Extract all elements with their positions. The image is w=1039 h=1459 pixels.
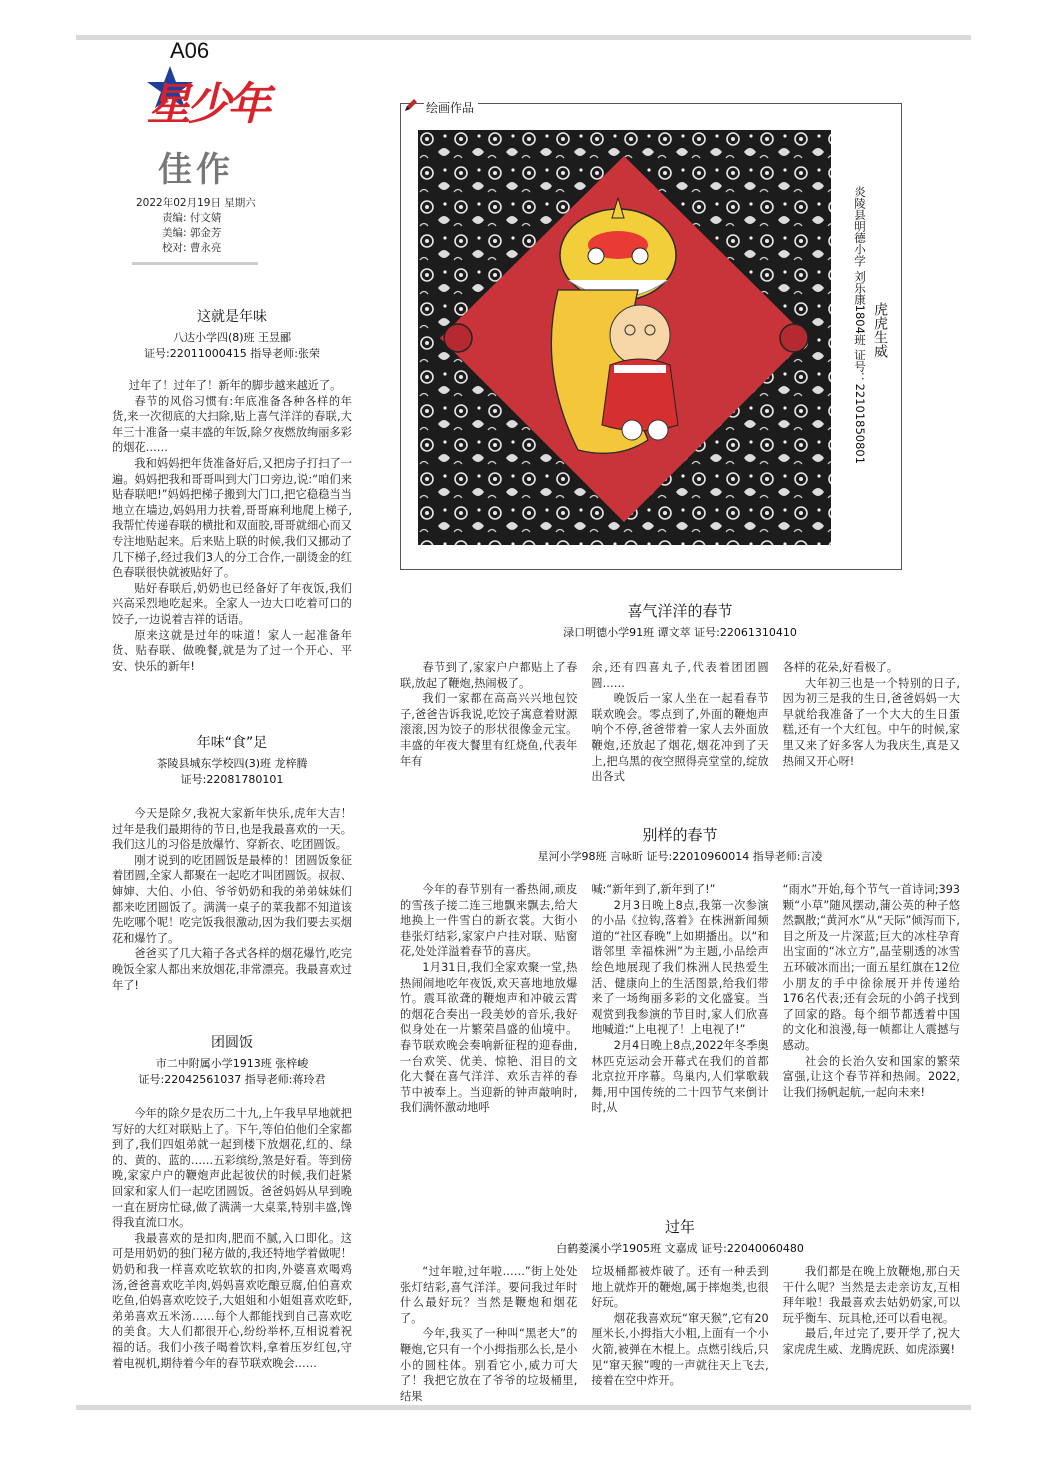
column xyxy=(783,1264,960,1404)
article-title: 这就是年味 xyxy=(197,309,267,325)
article-title: 团圆饭 xyxy=(211,1035,253,1051)
paragraph: 刚才说到的吃团圆饭是最棒的！团圆饭象征着团圆,全家人都聚在一起吃才叫团圆饭。叔叔、婶婶、大伯、小伯、爷爷奶奶和我的弟弟妹妹们都来吃团圆饭了。满满一桌子的菜我都不知道该先吃哪个呢！吃完饭我很激动,因为我们要去买烟花和爆竹了。 xyxy=(112,853,352,945)
article-cert: 证号:22081780101 xyxy=(180,773,284,786)
paragraph: 原来这就是过年的味道！家人一起准备年货、贴春联、做晚餐,就是为了过一个开心、平安、快乐的新年! xyxy=(112,628,352,673)
top-rule xyxy=(76,35,971,40)
article-body xyxy=(112,806,352,993)
artwork-label: 绘画作品 xyxy=(424,99,478,116)
article-festive-spring xyxy=(400,600,960,641)
artwork-title: 虎虎生威 xyxy=(872,302,888,358)
column xyxy=(400,1264,577,1404)
column xyxy=(591,882,768,1116)
paragraph: 贴好春联后,奶奶也已经备好了年夜饭,我们兴高采烈地吃起来。全家人一边大口吃着可口的饺子,一边说着吉祥的话语。 xyxy=(112,581,352,626)
paragraph: 今年的春节别有一番热闹,顽皮的雪孩子接二连三地飘来飘去,给大地换上一件雪白的新衣裳。大街小巷张灯结彩,家家户户挂对联、贴窗花,处处洋溢着春节的喜庆。 xyxy=(400,883,578,959)
column xyxy=(400,882,577,1116)
paragraph: 2月3日晚上8点,我第一次参演的小品《拉钩,落着》在株洲新闻频道的“社区春晚”上如期播出。以“和谐邻里 幸福株洲”为主题,小品绘声绘色地展现了我们株洲人民热爱生活、健康向上的生活图景,给我们带来了一场绚丽多彩的文化盛宴。当观赏到我参演的节目时,家人们欣喜地喊道:“上电视了！上电视了!” xyxy=(591,898,769,1037)
paragraph: “雨水”开始,每个节气一首诗词;393颗“小草”随风摆动,蒲公英的种子悠然飘散;“黄河水”从“天际”倾泻而下,目之所及一片深蓝;巨大的冰柱孕育出宝面的“冰立方”,晶莹剔透的冰雪五环破冰而出;一面五星红旗在12位小朋友的手中徐徐展开并传递给176名代表;还有会玩的小鸽子找到了回家的路。每个细节都透着中国的文化和浪漫,每一帧都让人震撼与感动。 xyxy=(782,883,960,1052)
editor: 责编: 付文婧 xyxy=(162,212,222,224)
article-school: 白鹤菱溪小学1905班 文嘉成 证号:22040060480 xyxy=(556,1242,804,1255)
artwork-byline: 炎陵县明德小学 刘乐康1804班 证号：22101850801 xyxy=(853,186,867,465)
article-5-columns xyxy=(400,882,960,1116)
column xyxy=(783,882,960,1116)
paragraph: 我最喜欢的是扣肉,肥而不腻,入口即化。这可是用奶奶的独门秘方做的,我还特地学着做呢！奶奶和我一样喜欢吃软软的扣肉,外婆喜欢喝鸡汤,爸爸喜欢吃羊肉,妈妈喜欢吃酿豆腐,伯伯喜欢吃鱼,伯妈喜欢吃饺子,大姐姐和小姐姐喜欢吃虾,弟弟喜欢五米汤……每个人都能找到自己喜欢吃的美食。大人们都很开心,纷纷举杯,互相说着祝福的话。我们小孩子喝着饮料,拿着压岁红包,守着电视机,期待着今年的春节联欢晚会…… xyxy=(112,1231,352,1370)
paragraph: 我们一家都在高高兴兴地包饺子,爸爸告诉我说,吃饺子寓意着财源滚滚,因为饺子的形状很像金元宝。丰盛的年夜大餐里有红烧鱼,代表年年有 xyxy=(400,692,578,768)
article-reunion-dinner xyxy=(112,1032,352,1371)
paragraph: 1月31日,我们全家欢聚一堂,热热闹闹地吃年夜饭,欢天喜地地放爆竹。震耳欲聋的鞭炮声和冲破云霄的烟花合奏出一段美妙的音乐,我好似身处在一片繁荣昌盛的仙境中。春节联欢晚会奏响新征程的迎春曲,一台欢笑、优美、惊艳、泪目的文化大餐在喜气洋洋、欢乐吉祥的春节中被奉上。当迎新的钟声敲响时,我们满怀激动地呼 xyxy=(400,960,578,1115)
column xyxy=(591,660,768,785)
article-body xyxy=(112,1106,352,1371)
paragraph: 2月4日晚上8点,2022年冬季奥林匹克运动会开幕式在我们的首都北京拉开序幕。鸟巢内,人们掌歌载舞,用中国传统的二十四节气来倒计时,从 xyxy=(591,1038,769,1115)
paragraph: 过年了！过年了！新年的脚步越来越近了。 xyxy=(128,379,342,392)
article-school: 渌口明德小学91班 谭文萃 证号:22061310410 xyxy=(563,626,797,639)
article-title: 喜气洋洋的春节 xyxy=(627,602,733,620)
bottom-rule xyxy=(76,1405,971,1410)
paragraph: 爸爸买了几大箱子各式各样的烟花爆竹,吃完晚饭全家人都出来放烟花,非常漂亮。我最喜欢过年了! xyxy=(112,947,352,992)
paragraph: 余,还有四喜丸子,代表着团团圆圆…… xyxy=(591,661,769,690)
article-food-full xyxy=(112,732,352,993)
column xyxy=(783,660,960,785)
article-title: 别样的春节 xyxy=(642,826,718,844)
brand-logo: 星少年 xyxy=(147,79,267,130)
article-special-spring xyxy=(400,824,960,865)
article-school: 星河小学98班 言咏昕 证号:22010960014 指导老师:言凌 xyxy=(537,850,823,863)
meta-divider xyxy=(132,262,258,265)
issue-date: 2022年02月19日 星期六 xyxy=(136,197,256,209)
paragraph: 喊:“新年到了,新年到了!” xyxy=(591,883,716,896)
proofreader: 校对: 曹永亮 xyxy=(162,242,222,254)
article-4-columns xyxy=(400,660,960,785)
pencil-icon xyxy=(403,97,419,113)
article-school: 茶陵县城东学校四(3)班 龙梓腾 xyxy=(156,757,308,770)
column xyxy=(591,1264,768,1404)
article-6-columns xyxy=(400,1264,960,1404)
article-school: 市二中附属小学1913班 张梓峻 xyxy=(155,1057,309,1070)
article-cert: 证号:22042561037 指导老师:蒋玲君 xyxy=(138,1073,326,1086)
article-title: 过年 xyxy=(664,1218,695,1236)
article-cert: 证号:22011000415 指导老师:张荣 xyxy=(144,347,320,360)
paragraph: 大年初三也是一个特别的日子,因为初三是我的生日,爸爸妈妈一大早就给我准备了一个大大的生日蛋糕,还有一个大红包。中午的时候,家里又来了好多客人为我庆生,真是又热闹又开心呀! xyxy=(782,676,960,768)
tiger-painting xyxy=(418,130,831,545)
article-school: 八达小学四(8)班 王昱郦 xyxy=(172,331,292,344)
paragraph: 烟花我喜欢玩“窜天猴”,它有20厘米长,小拇指大小粗,上面有一个小火箭,被弹在木棍上。点燃引线后,只见“窜天猴”嗖的一声就往天上飞去,接着在空中炸开。 xyxy=(591,1311,769,1388)
art-editor: 美编: 郭金芳 xyxy=(162,227,222,239)
article-body xyxy=(112,378,352,674)
paragraph: 最后,年过完了,要开学了,祝大家虎虎生威、龙腾虎跃、如虎添翼! xyxy=(782,1327,960,1356)
paragraph: 今年的除夕是农历二十九,上午我早早地就把写好的大红对联贴上了。下午,等伯伯他们全家都到了,我们四姐弟就一起到楼下放烟花,红的、绿的、黄的、蓝的……五彩缤纷,煞是好看。等到傍晚,家家户户的鞭炮声此起彼伏的时候,我们赶紧回家和家人们一起吃团圆饭。爸爸妈妈从早到晚一直在厨房忙碌,做了满满一大桌菜,特别丰盛,馋得我直流口水。 xyxy=(112,1107,352,1230)
paragraph: 今年,我买了一种叫“黑老大”的鞭炮,它只有一个小拇指那么长,是小小的圆柱体。别看它小,威力可大了！我把它放在了爷爷的垃圾桶里,结果 xyxy=(400,1327,578,1403)
paragraph: 春节到了,家家户户都贴上了春联,放起了鞭炮,热闹极了。 xyxy=(400,661,578,690)
paragraph: 垃圾桶都被炸破了。还有一种丢到地上就炸开的鞭炮,属于摔炮类,也很好玩。 xyxy=(591,1265,769,1310)
paragraph: 今天是除夕,我祝大家新年快乐,虎年大吉！过年是我们最期待的节日,也是我最喜欢的一天。我们这儿的习俗是放爆竹、穿新衣、吃团圆饭。 xyxy=(112,807,352,852)
paragraph: 各样的花朵,好看极了。 xyxy=(782,661,899,674)
paragraph: 我和妈妈把年货准备好后,又把房子打扫了一遍。妈妈把我和哥哥叫到大门口旁边,说:“咱们来贴春联吧!”妈妈把梯子搬到大门口,把它稳稳当当地立在墙边,妈妈用力扶着,哥哥麻利地爬上梯子,我帮忙传递春联的横批和双面胶,哥哥就细心而又专注地贴起来。后来贴上联的时候,我们又挪动了几下梯子,经过我们3人的分工合作,一副烫金的红色春联很快就被贴好了。 xyxy=(112,456,352,580)
paragraph: 我们都是在晚上放鞭炮,那白天干什么呢？当然是去走亲访友,互相拜年啦！我最喜欢去姑奶奶家,可以玩乎衡车、玩具枪,还可以看电视。 xyxy=(782,1265,960,1325)
issue-meta xyxy=(136,196,256,256)
page-number: A06 xyxy=(170,38,210,63)
article-this-is-new-year xyxy=(112,306,352,674)
section-title: 佳作 xyxy=(158,150,234,190)
paragraph: 晚饭后一家人坐在一起看春节联欢晚会。零点到了,外面的鞭炮声响个不停,爸爸带着一家人去外面放鞭炮,还放起了烟花,烟花冲到了天上,把乌黑的夜空照得亮堂堂的,绽放出各式 xyxy=(591,692,769,784)
paragraph: “过年啦,过年啦……”街上处处张灯结彩,喜气洋洋。要问我过年时什么最好玩？当然是鞭炮和烟花了。 xyxy=(400,1265,578,1325)
paragraph: 社会的长治久安和国家的繁荣富强,让这个春节祥和热闹。2022,让我们扬帆起航,一起向未来! xyxy=(782,1054,960,1099)
paragraph: 春节的风俗习惯有:年底准备各种各样的年货,来一次彻底的大扫除,贴上喜气洋洋的春联,大年三十准备一桌丰盛的年饭,除夕夜燃放绚丽多彩的烟花…… xyxy=(112,394,352,455)
column xyxy=(400,660,577,785)
article-title: 年味“食”足 xyxy=(196,735,268,751)
article-new-year xyxy=(400,1216,960,1257)
